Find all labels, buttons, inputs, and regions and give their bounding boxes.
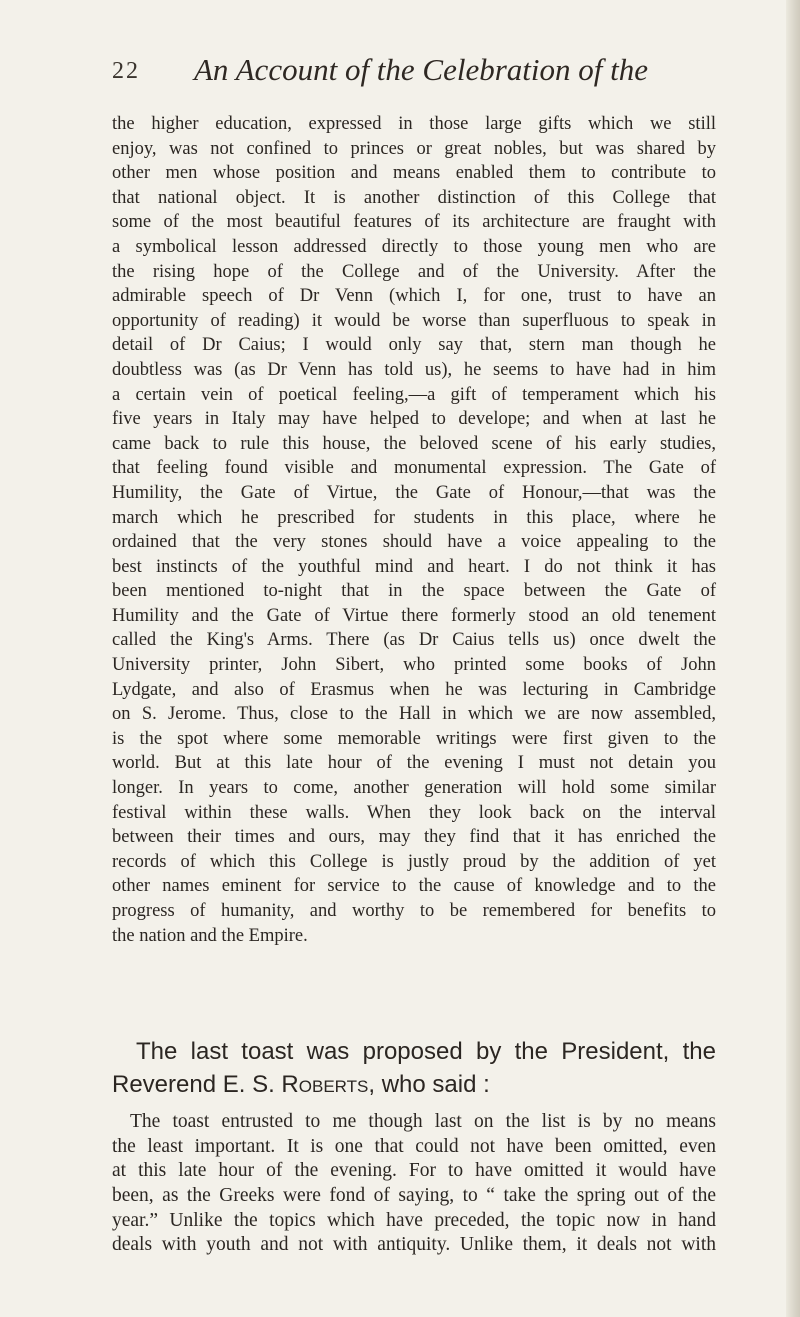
speech-line: year.” Unlike the topics which have preceded, the topic now in hand (112, 1209, 716, 1231)
page-header (112, 52, 712, 102)
text-line: ordained that the very stones should have a voice appealing to the (112, 532, 716, 553)
speech-line: at this late hour of the evening. For to have omitted it would have (112, 1160, 716, 1182)
speaker-name: Roberts (281, 1071, 369, 1098)
text-line: detail of Dr Caius; I would only say that, stern man though he (112, 335, 716, 356)
toast-introduction (112, 1035, 716, 1101)
text-line: Humility and the Gate of Virtue there formerly stood an old tenement (112, 605, 716, 626)
text-line: longer. In years to come, another generation will hold some similar (112, 778, 716, 799)
text-line: been mentioned to-night that in the space between the Gate of (112, 581, 716, 602)
speech-line: the least important. It is one that could not have been omitted, even (112, 1135, 716, 1157)
text-line: the nation and the Empire. (112, 925, 308, 946)
text-line: that feeling found visible and monumental expression. The Gate of (112, 458, 716, 479)
body-paragraph (112, 112, 716, 948)
text-line: between their times and ours, may they find that it has enriched the (112, 827, 716, 848)
page-edge-shadow (786, 0, 800, 1317)
speech-line: The toast entrusted to me though last on the list is by no means (130, 1111, 716, 1132)
text-line: a certain vein of poetical feeling,—a gift of temperament which his (112, 384, 716, 405)
text-line: records of which this College is justly proud by the addition of yet (112, 851, 716, 872)
text-line: a symbolical lesson addressed directly to those young men who are (112, 236, 716, 257)
text-line: Humility, the Gate of Virtue, the Gate of Honour,—that was the (112, 482, 716, 503)
text-line: opportunity of reading) it would be worse than superfluous to speak in (112, 310, 716, 331)
text-line: world. But at this late hour of the evening I must not detain you (112, 753, 716, 774)
speech-paragraph (112, 1110, 716, 1258)
text-line: is the spot where some memorable writings were first given to the (112, 728, 716, 749)
text-line: best instincts of the youthful mind and heart. I do not think it has (112, 556, 716, 577)
intro-line: The last toast was proposed by the President, the (136, 1038, 716, 1065)
text-line: admirable speech of Dr Venn (which I, for one, trust to have an (112, 286, 716, 307)
text-line: doubtless was (as Dr Venn has told us), he seems to have had in him (112, 359, 716, 380)
text-line: some of the most beautiful features of its architecture are fraught with (112, 212, 716, 233)
speech-line: deals with youth and not with antiquity. Unlike them, it deals not with (112, 1234, 716, 1256)
page-number: 22 (112, 58, 140, 84)
text-line: enjoy, was not confined to princes or great nobles, but was shared by (112, 138, 716, 159)
intro-suffix: , who said : (368, 1071, 490, 1098)
text-line: march which he prescribed for students in this place, where he (112, 507, 716, 528)
intro-prefix: Reverend E. S. (112, 1071, 282, 1098)
text-line: the rising hope of the College and of the University. After the (112, 261, 716, 282)
intro-line (112, 1068, 716, 1101)
speech-line: been, as the Greeks were fond of saying, to “ take the spring out of the (112, 1185, 716, 1207)
text-line: progress of humanity, and worthy to be remembered for benefits to (112, 901, 716, 921)
text-line: the higher education, expressed in those large gifts which we still (112, 114, 716, 134)
text-line: other names eminent for service to the cause of knowledge and to the (112, 876, 716, 897)
text-line: that national object. It is another distinction of this College that (112, 187, 716, 208)
text-line: came back to rule this house, the beloved scene of his early studies, (112, 433, 716, 454)
text-line: festival within these walls. When they look back on the interval (112, 802, 716, 823)
text-line: University printer, John Sibert, who printed some books of John (112, 655, 716, 676)
text-line: Lydgate, and also of Erasmus when he was lecturing in Cambridge (112, 679, 716, 700)
text-line: called the King's Arms. There (as Dr Caius tells us) once dwelt the (112, 630, 716, 651)
running-title: An Account of the Celebration of the (194, 52, 649, 87)
text-line: other men whose position and means enabled them to contribute to (112, 163, 716, 184)
text-line: on S. Jerome. Thus, close to the Hall in which we are now assembled, (112, 704, 716, 725)
text-line: five years in Italy may have helped to develope; and when at last he (112, 409, 716, 430)
